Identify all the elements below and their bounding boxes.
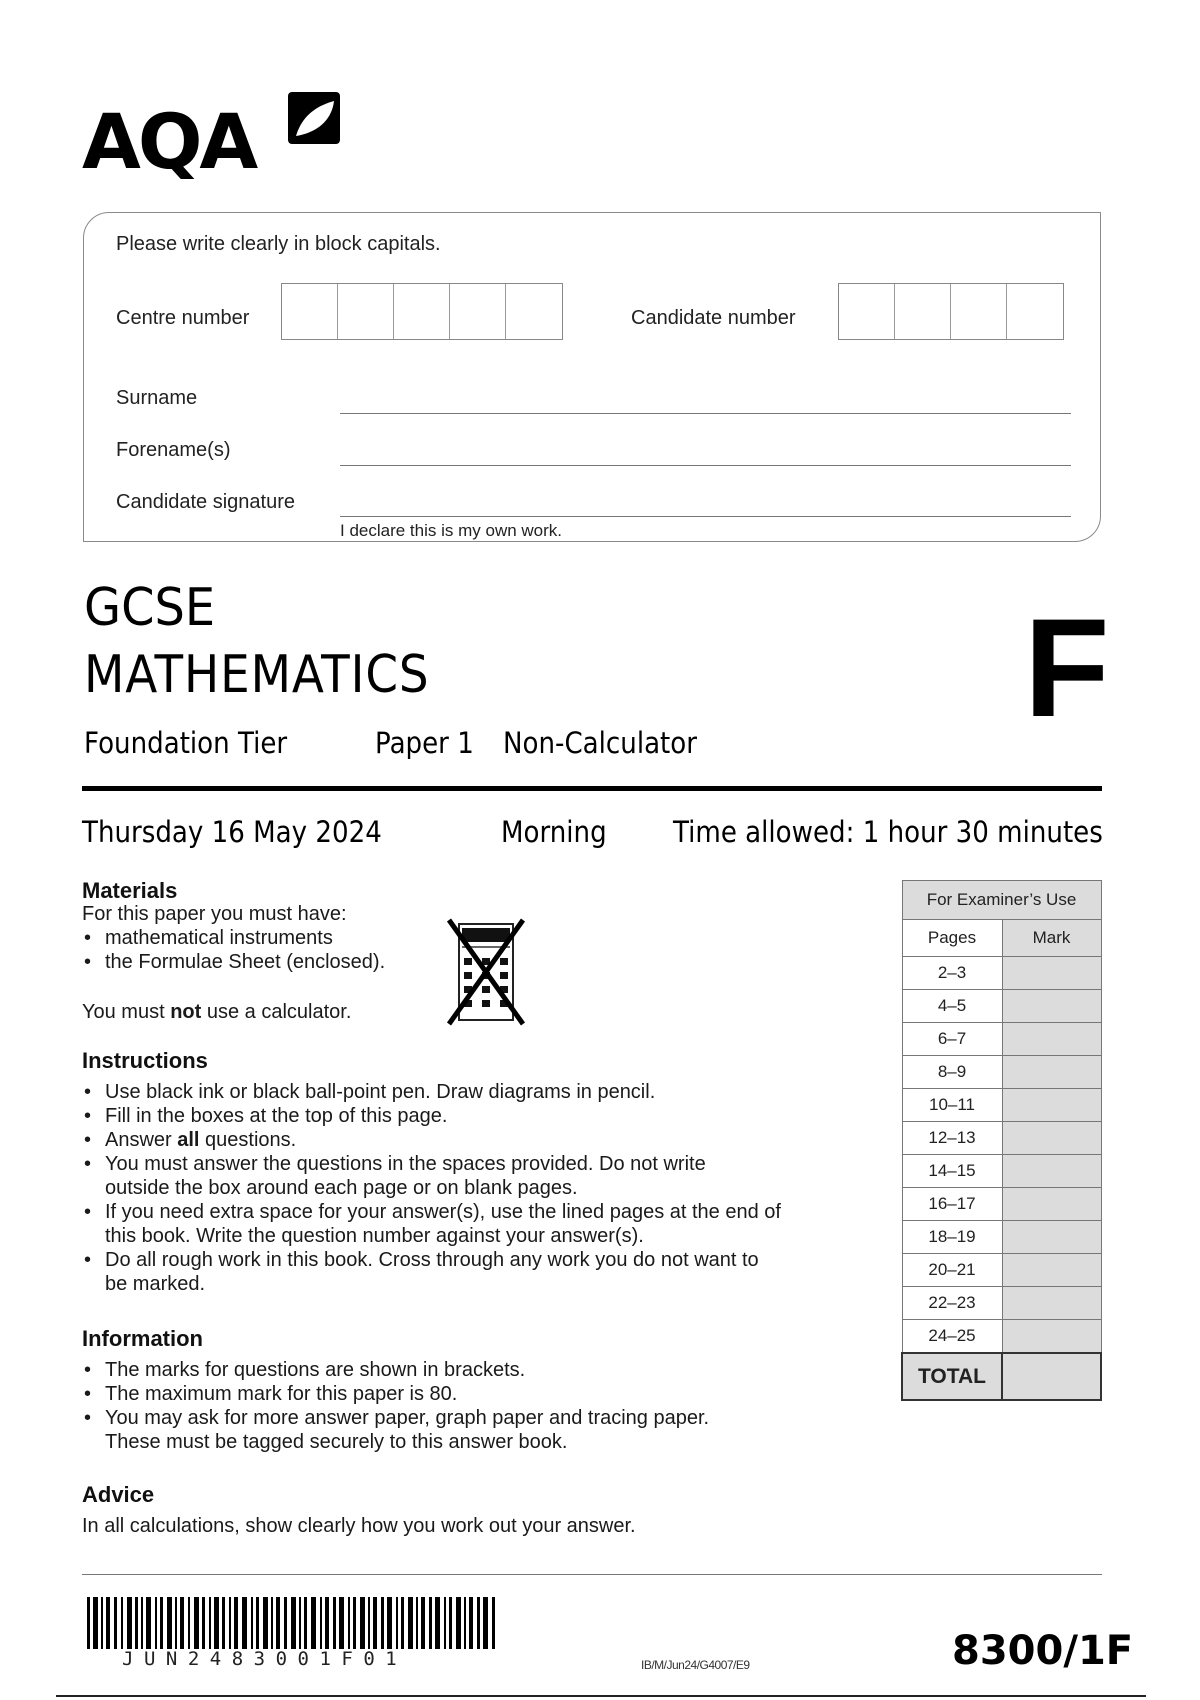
- table-row: 8–9: [902, 1056, 1101, 1089]
- instruction-item: • Use black ink or black ball-point pen. Draw diagrams in pencil.: [82, 1080, 781, 1104]
- footer-divider: [82, 1574, 1102, 1575]
- mark-column-header: Mark: [1002, 920, 1101, 957]
- surname-field[interactable]: [340, 413, 1071, 414]
- table-row: 12–13: [902, 1122, 1101, 1155]
- table-row: 6–7: [902, 1023, 1101, 1056]
- declaration-text: I declare this is my own work.: [340, 521, 563, 540]
- examiner-table-title: For Examiner’s Use: [902, 881, 1101, 920]
- centre-number-digit[interactable]: [282, 284, 338, 339]
- centre-number-digit[interactable]: [394, 284, 450, 339]
- mark-cell: [1002, 1287, 1101, 1320]
- candidate-number-digit[interactable]: [895, 284, 951, 339]
- table-row: 22–23: [902, 1287, 1101, 1320]
- table-row: 4–5: [902, 990, 1101, 1023]
- mark-cell: [1002, 957, 1101, 990]
- centre-number-label: Centre number: [116, 307, 250, 329]
- mark-cell: [1002, 1155, 1101, 1188]
- candidate-details-box: [83, 212, 1101, 542]
- block-capitals-instruction: Please write clearly in block capitals.: [116, 233, 441, 255]
- total-mark-cell: [1002, 1353, 1101, 1400]
- instructions-heading: Instructions: [82, 1048, 208, 1073]
- instruction-item: • Answer all questions.: [82, 1128, 781, 1152]
- candidate-number-field[interactable]: [838, 283, 1064, 340]
- mark-cell: [1002, 1122, 1101, 1155]
- materials-heading: Materials: [82, 878, 178, 903]
- mark-cell: [1002, 990, 1101, 1023]
- table-row: 14–15: [902, 1155, 1101, 1188]
- mark-cell: [1002, 1254, 1101, 1287]
- mark-cell: [1002, 1221, 1101, 1254]
- forenames-field[interactable]: [340, 465, 1071, 466]
- aqa-logo: [82, 92, 342, 187]
- paper-code: 8300/1F: [952, 1628, 1134, 1674]
- signature-label: Candidate signature: [116, 491, 296, 513]
- centre-number-field[interactable]: [281, 283, 563, 340]
- centre-number-digit[interactable]: [338, 284, 394, 339]
- materials-item: • the Formulae Sheet (enclosed).: [82, 950, 385, 974]
- information-heading: Information: [82, 1326, 203, 1351]
- table-row: 18–19: [902, 1221, 1101, 1254]
- time-allowed: Time allowed: 1 hour 30 minutes: [673, 815, 1103, 849]
- forenames-label: Forename(s): [116, 439, 231, 461]
- mark-cell: [1002, 1023, 1101, 1056]
- tier-letter: F: [1024, 589, 1110, 746]
- paper-type-label: Non-Calculator: [503, 726, 697, 760]
- barcode-text: JUN2483001F01: [122, 1648, 408, 1670]
- subject-title: MATHEMATICS: [84, 645, 430, 705]
- surname-label: Surname: [116, 387, 198, 409]
- instruction-item: • Do all rough work in this book. Cross through any work you do not want to be marked.: [82, 1248, 781, 1296]
- candidate-number-digit[interactable]: [951, 284, 1007, 339]
- instructions-list: [82, 1080, 781, 1296]
- information-item: • You may ask for more answer paper, graph paper and tracing paper. These must be tagged securely to this answer book.: [82, 1406, 709, 1454]
- information-item: • The marks for questions are shown in brackets.: [82, 1358, 709, 1382]
- information-item: • The maximum mark for this paper is 80.: [82, 1382, 709, 1406]
- page-bottom-rule: [56, 1695, 1146, 1697]
- table-row: 24–25: [902, 1320, 1101, 1354]
- mark-cell: [1002, 1056, 1101, 1089]
- exam-date: Thursday 16 May 2024: [82, 815, 382, 849]
- total-row: [902, 1353, 1101, 1400]
- no-calculator-icon: [445, 918, 527, 1028]
- total-label: TOTAL: [902, 1353, 1002, 1400]
- qualification-title: GCSE: [84, 578, 216, 638]
- advice-heading: Advice: [82, 1482, 155, 1507]
- document-reference: IB/M/Jun24/G4007/E9: [641, 1658, 750, 1672]
- table-row: 20–21: [902, 1254, 1101, 1287]
- table-row: 2–3: [902, 957, 1101, 990]
- advice-text: In all calculations, show clearly how you work out your answer.: [82, 1515, 636, 1537]
- table-row: 16–17: [902, 1188, 1101, 1221]
- instruction-item: • Fill in the boxes at the top of this page.: [82, 1104, 781, 1128]
- exam-session: Morning: [501, 815, 607, 849]
- candidate-number-digit[interactable]: [1007, 284, 1063, 339]
- title-divider: [82, 786, 1102, 791]
- instruction-item: • You must answer the questions in the spaces provided. Do not write outside the box around each page or on blank pages.: [82, 1152, 781, 1200]
- materials-list: [82, 926, 385, 974]
- paper-label: Paper 1: [375, 726, 474, 760]
- aqa-leaf-mark-icon: [288, 92, 340, 144]
- signature-field[interactable]: [340, 516, 1071, 517]
- barcode-icon: [87, 1597, 499, 1649]
- candidate-number-digit[interactable]: [839, 284, 895, 339]
- tier-label: Foundation Tier: [84, 726, 288, 760]
- mark-cell: [1002, 1089, 1101, 1122]
- centre-number-digit[interactable]: [450, 284, 506, 339]
- materials-item: • mathematical instruments: [82, 926, 385, 950]
- candidate-number-label: Candidate number: [631, 307, 796, 329]
- mark-cell: [1002, 1188, 1101, 1221]
- instruction-item: • If you need extra space for your answer(s), use the lined pages at the end of this book. Write the question number against your answer(s).: [82, 1200, 781, 1248]
- centre-number-digit[interactable]: [506, 284, 562, 339]
- information-list: [82, 1358, 709, 1454]
- pages-column-header: Pages: [902, 920, 1002, 957]
- logo-text: AQA: [82, 97, 256, 186]
- table-row: 10–11: [902, 1089, 1101, 1122]
- calculator-note: You must not use a calculator.: [82, 1001, 352, 1023]
- mark-cell: [1002, 1320, 1101, 1354]
- examiner-use-table: [901, 880, 1102, 1401]
- materials-intro: For this paper you must have:: [82, 903, 347, 925]
